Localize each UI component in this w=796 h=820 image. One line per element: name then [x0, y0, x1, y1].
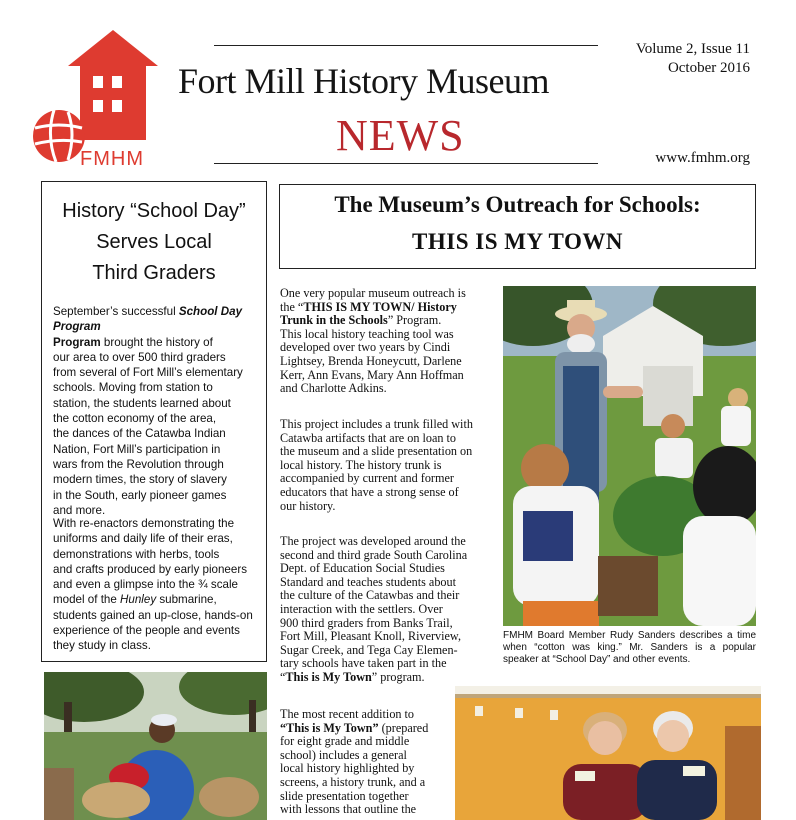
logo-text: FMHM	[80, 148, 144, 170]
article-paragraph-1: One very popular museum outreach is the “THIS IS MY TOWN/ History Trunk in the Schools” Program. This local history teaching tool was developed over two years by Cindi Lightsey, Brenda Honeycutt, Darlene Kerr, Ann Evans, Mary Ann Hoffman and Charlotte Adkins.	[280, 286, 466, 396]
masthead-bottom-rule	[214, 163, 598, 164]
newsletter-news-label: NEWS	[336, 111, 465, 160]
hunley-emphasis: Hunley	[120, 593, 157, 607]
article-paragraph-3: The project was developed around the second and third grade South Carolina Dept. of Education Social Studies Standard and teaches students about the culture of the Catawbas and their interaction with the settlers. Over 900 third graders from Banks Trail, Fort Mill, Pleasant Knoll, Riverview, Sugar Creek, and Tega Cay Elemen- tary schools have taken part in the “This is My Town” program.	[280, 534, 468, 684]
rudy-sanders-photo	[503, 286, 756, 626]
basket-weaver-photo	[44, 672, 267, 820]
main-heading-line2: THIS IS MY TOWN	[412, 229, 623, 254]
masthead-top-rule	[214, 45, 598, 46]
sidebar-paragraph-1: September’s successful School Day Program Program brought the history of our area to over 500 third graders from several of Fort Mill’s elementary schools. Moving from station to station, the students learned about the cotton economy of the area, the dances of the Catawba Indian Nation, Fort Mill’s participation in wars from the Revolution through modern times, the story of slavery in the South, early pioneer games and more.	[53, 305, 243, 517]
article-paragraph-2: This project includes a trunk filled with Catawba artifacts that are on loan to the museum and a slide presentation on local history. The history trunk is accompanied by current and former educators that have a strong sense of our history.	[280, 417, 473, 513]
volunteers-photo	[455, 686, 761, 820]
issue-date: October 2016	[667, 60, 750, 76]
issue-info	[600, 40, 750, 78]
website-url: www.fmhm.org	[655, 150, 750, 166]
sidebar-heading: History “School Day” Serves Local Third Graders	[62, 200, 246, 284]
volume-issue: Volume 2, Issue 11	[635, 41, 750, 57]
photo-caption: FMHM Board Member Rudy Sanders describes a time when “cotton was king.” Mr. Sanders is a popular speaker at “School Day” and other events.	[503, 630, 756, 665]
school-day-emphasis: School Day Program	[53, 305, 243, 334]
sidebar-paragraph-2: With re-enactors demonstrating the uniforms and daily life of their eras, demonstrations with herbs, tools and crafts produced by early pioneers and even a glimpse into the ¾ scale model of the Hunley submarine, students gained an up-close, hands-on experience of the people and events they study in class.	[53, 517, 253, 653]
newsletter-title: Fort Mill History Museum	[178, 61, 550, 101]
main-heading-line1: The Museum’s Outreach for Schools:	[334, 192, 701, 217]
article-paragraph-4: The most recent addition to “This is My Town” (prepared for eight grade and middle school) includes a general local history highlighted by screens, a history trunk, and a slide presentation together with lessons that outline the	[280, 707, 429, 817]
